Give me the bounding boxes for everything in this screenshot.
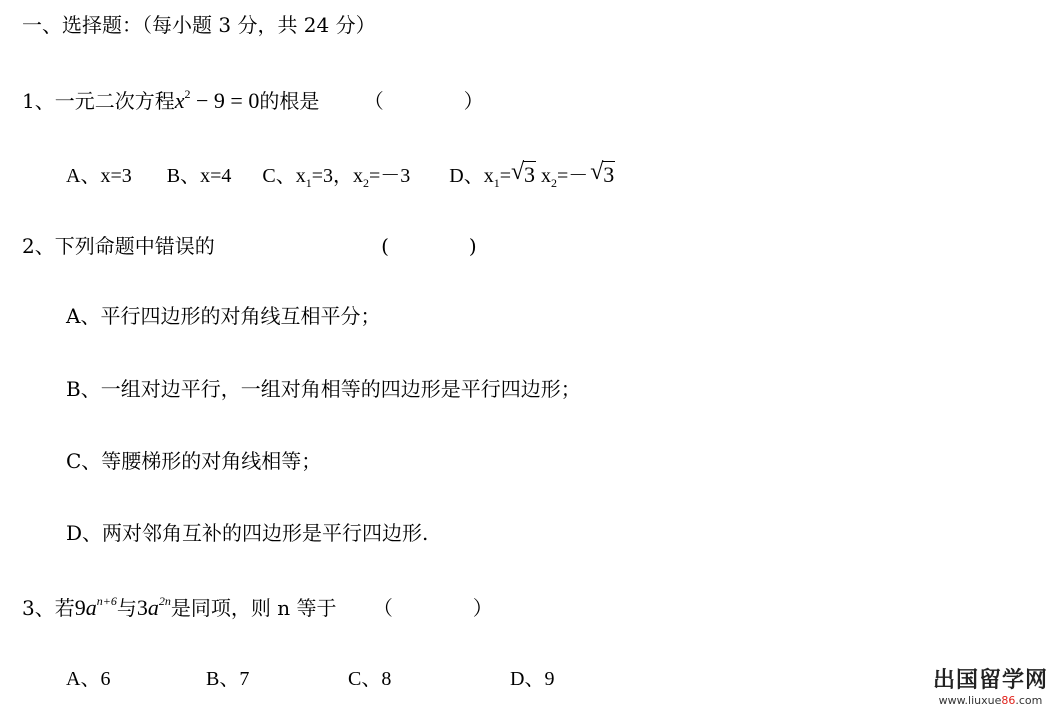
- answer-blank: （ ）: [363, 89, 484, 113]
- equation-rest: − 9 = 0: [190, 88, 260, 113]
- term-1: $9a^{n+6}$: [74, 594, 117, 620]
- watermark-url: www.liuxue86.com: [938, 694, 1043, 707]
- section-heading: 一、选择题：（每小题 3 分，共 24 分）: [22, 13, 376, 37]
- option-c: C、$x_1=3$，$x_2=-3$: [262, 165, 411, 190]
- option-b: B、x=4: [166, 165, 232, 187]
- square-root: √ 3: [511, 159, 535, 187]
- answer-blank: （ ）: [372, 596, 493, 620]
- equation: [175, 88, 260, 113]
- question-3-label: 3、若: [22, 596, 75, 620]
- question-1-label: 1、一元二次方程: [22, 89, 175, 113]
- question-1-options: [66, 159, 615, 191]
- option-d: D、9: [510, 668, 555, 690]
- answer-blank: ( ): [381, 234, 477, 258]
- question-2-option-c: C、等腰梯形的对角线相等；: [66, 449, 322, 473]
- site-watermark: [933, 663, 1048, 707]
- equation-exponent: 2: [184, 87, 191, 101]
- option-d: D、$x_1=$ √ 3 $x_2=-$ √ 3: [449, 159, 615, 190]
- option-b: B、7: [206, 668, 250, 690]
- question-2-option-d: D、两对邻角互补的四边形是平行四边形.: [66, 521, 429, 545]
- question-3-suffix: 是同项，则 n 等于: [170, 596, 337, 620]
- question-2-option-a: A、平行四边形的对角线互相平分；: [66, 304, 381, 328]
- equation-variable: x: [174, 88, 185, 113]
- square-root: √ 3: [590, 159, 615, 187]
- question-3-options: [66, 666, 554, 692]
- question-2-option-b: B、一组对边平行，一组对角相等的四边形是平行四边形；: [66, 377, 581, 401]
- option-a: A、6: [66, 668, 111, 690]
- term-2: $3a^{2n}$: [136, 594, 171, 620]
- connector: 与: [116, 596, 137, 620]
- watermark-name: 出国留学网: [932, 668, 1048, 693]
- question-2: [22, 233, 477, 259]
- question-3: [22, 595, 493, 624]
- option-c: C、8: [348, 668, 392, 690]
- question-1-suffix: 的根是: [259, 89, 320, 113]
- question-2-label: 2、下列命题中错误的: [22, 234, 215, 258]
- option-a: A、x=3: [66, 165, 132, 187]
- question-1: [22, 88, 484, 117]
